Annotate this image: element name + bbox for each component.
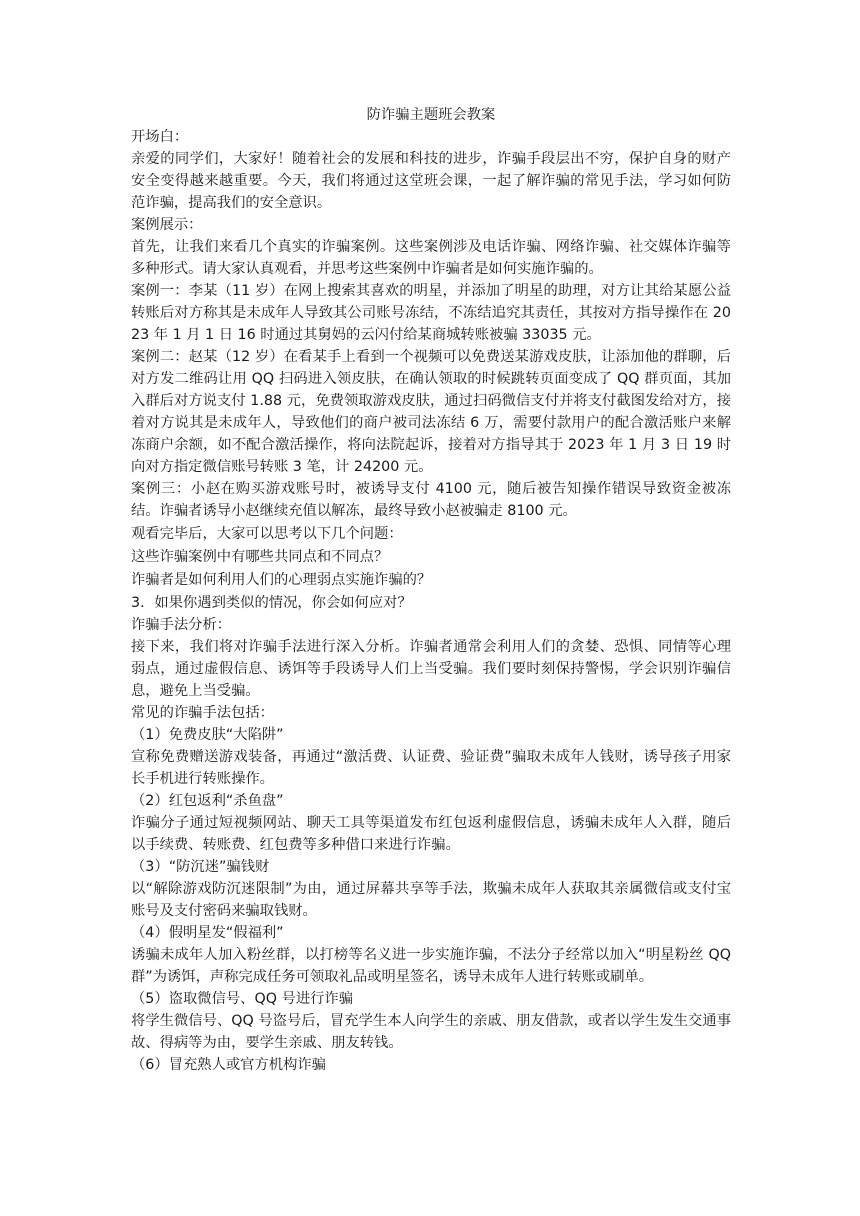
method-heading-1: （1）免费皮肤“大陷阱” xyxy=(131,727,284,743)
paragraph-common-methods: 常见的诈骗手法包括： xyxy=(131,705,274,721)
method-heading-2: （2）红包返利“杀鱼盘” xyxy=(131,793,284,809)
method-text-2: 诈骗分子通过短视频网站、聊天工具等渠道发布红包返利虚假信息，诱骗未成年人入群，随后以手续费、转账费、红包费等多种借口来进行诈骗。 xyxy=(131,815,731,853)
method-text-4: 诱骗未成年人加入粉丝群，以打榜等名义进一步实施诈骗，不法分子经常以加入“明星粉丝 QQ 群”为诱饵，声称完成任务可领取礼品或明星签名，诱导未成年人进行转账或刷单。 xyxy=(131,947,731,985)
paragraph-opening-speech: 亲爱的同学们，大家好！随着社会的发展和科技的进步，诈骗手段层出不穷，保护自身的财产安全变得越来越重要。今天，我们将通过这堂班会课，一起了解诈骗的常见手法，学习如何防范诈骗，提高我们的安全意识。 xyxy=(131,151,731,211)
method-text-1: 宣称免费赠送游戏装备，再通过“激活费、认证费、验证费”骗取未成年人钱财，诱导孩子用家长手机进行转账操作。 xyxy=(131,749,731,787)
paragraph-questions-intro: 观看完毕后，大家可以思考以下几个问题： xyxy=(131,526,403,542)
method-heading-5: （5）盗取微信号、QQ 号进行诈骗 xyxy=(131,991,354,1007)
method-text-3: 以“解除游戏防沉迷限制”为由，通过屏幕共享等手法，欺骗未成年人获取其亲属微信或支付宝账号及支付密码来骗取钱财。 xyxy=(131,881,731,919)
question-item-1: 这些诈骗案例中有哪些共同点和不同点？ xyxy=(131,549,389,565)
method-heading-3: （3）“防沉迷”骗钱财 xyxy=(131,859,270,875)
section-heading-analysis: 诈骗手法分析： xyxy=(131,617,232,633)
paragraph-case-one: 案例一：李某（11 岁）在网上搜索其喜欢的明星，并添加了明星的助理，对方让其给某愿公益转账后对方称其是未成年人导致其公司账号冻结，不冻结追究其责任，其按对方指导操作在 2023 年 1 月 1 日 16 时通过其舅妈的云闪付给某商城转账被骗 33035 元。 xyxy=(131,283,731,343)
method-text-5: 将学生微信号、QQ 号盗号后，冒充学生本人向学生的亲戚、朋友借款，或者以学生发生交通事故、得病等为由，要学生亲戚、朋友转钱。 xyxy=(131,1013,731,1051)
question-item-2: 诈骗者是如何利用人们的心理弱点实施诈骗的？ xyxy=(131,572,432,588)
method-heading-4: （4）假明星发“假福利” xyxy=(131,925,284,941)
document-title: 防诈骗主题班会教案 xyxy=(366,107,496,123)
paragraph-case-three: 案例三：小赵在购买游戏账号时，被诱导支付 4100 元，随后被告知操作错误导致资金被冻结。诈骗者诱导小赵继续充值以解冻，最终导致小赵被骗走 8100 元。 xyxy=(131,481,731,519)
question-item-3: 3．如果你遇到类似的情况，你会如何应对？ xyxy=(131,595,412,611)
section-heading-cases: 案例展示： xyxy=(131,217,203,233)
document-page xyxy=(131,104,731,1076)
method-heading-6: （6）冒充熟人或官方机构诈骗 xyxy=(131,1057,326,1073)
paragraph-case-two: 案例二：赵某（12 岁）在看某手上看到一个视频可以免费送某游戏皮肤，让添加他的群聊，后对方发二维码让用 QQ 扫码进入领皮肤，在确认领取的时候跳转页面变成了 QQ 群页面，其加入群后对方说支付 1.88 元，免费领取游戏皮肤，通过扫码微信支付并将支付截图发给对方，接着对方说其是未成年人，导致他们的商户被司法冻结 6 万，需要付款用户的配合激活账户来解冻商户余额，如不配合激活操作，将向法院起诉，接着对方指导其于 2023 年 1 月 3 日 19 时向对方指定微信账号转账 3 笔，计 24200 元。 xyxy=(131,349,731,475)
section-heading-opening: 开场白： xyxy=(131,129,189,145)
paragraph-cases-intro: 首先，让我们来看几个真实的诈骗案例。这些案例涉及电话诈骗、网络诈骗、社交媒体诈骗等多种形式。请大家认真观看，并思考这些案例中诈骗者是如何实施诈骗的。 xyxy=(131,239,731,277)
paragraph-analysis: 接下来，我们将对诈骗手法进行深入分析。诈骗者通常会利用人们的贪婪、恐惧、同情等心理弱点，通过虚假信息、诱饵等手段诱导人们上当受骗。我们要时刻保持警惕，学会识别诈骗信息，避免上当受骗。 xyxy=(131,639,731,699)
